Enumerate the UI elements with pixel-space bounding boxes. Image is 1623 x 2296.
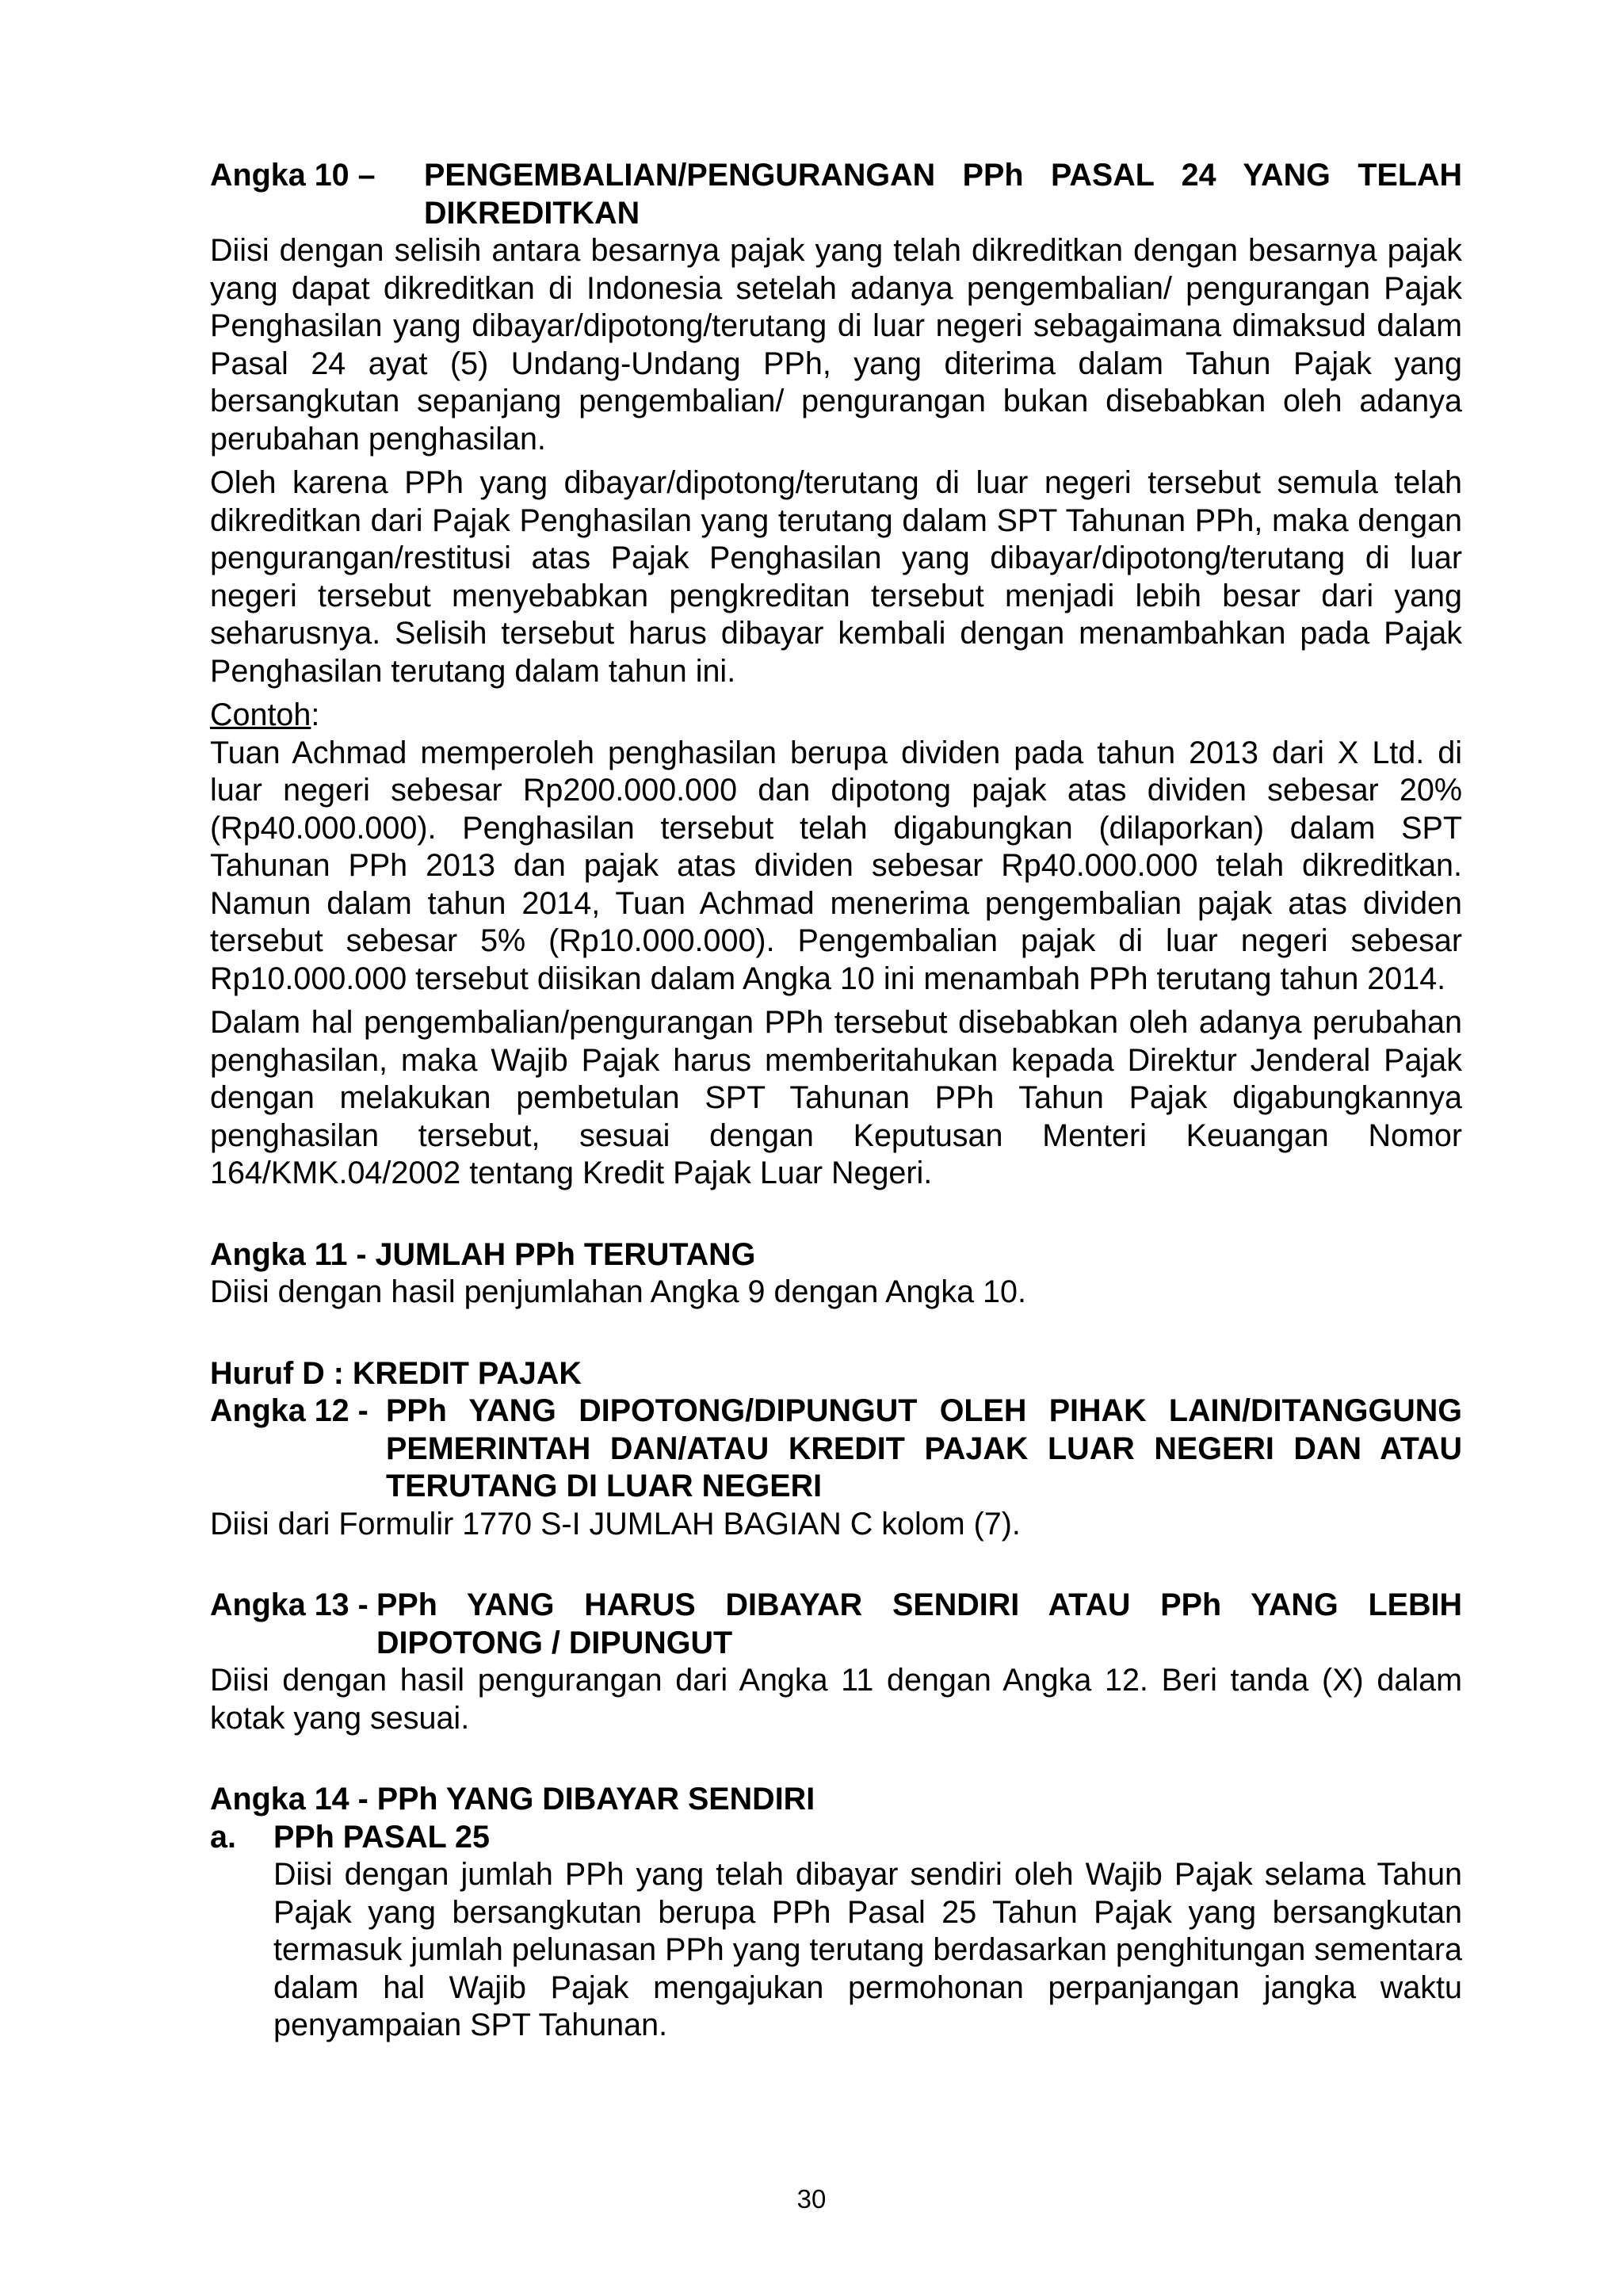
angka-14-subheading (210, 1819, 1462, 1857)
angka-10-paragraph-2: Oleh karena PPh yang dibayar/dipotong/terutang di luar negeri tersebut semula telah dikreditkan dari Pajak Penghasilan yang terutang dalam SPT Tahunan PPh, maka dengan pengurangan/restitusi atas Pajak Penghasilan yang dibayar/dipotong/terutang di luar negeri tersebut menyebabkan pengkreditan tersebut menjadi lebih besar dari yang seharusnya. Selisih tersebut harus dibayar kembali dengan menambahkan pada Pajak Penghasilan terutang dalam tahun ini. (210, 465, 1462, 689)
page-content (210, 157, 1462, 2045)
example-paragraph: Tuan Achmad memperoleh penghasilan berupa dividen pada tahun 2013 dari X Ltd. di luar negeri sebesar Rp200.000.000 dan dipotong pajak atas dividen sebesar 20% (Rp40.000.000). Penghasilan tersebut telah digabungkan (dilaporkan) dalam SPT Tahunan PPh 2013 dan pajak atas dividen sebesar Rp40.000.000 telah dikreditkan. Namun dalam tahun 2014, Tuan Achmad menerima pengembalian pajak atas dividen tersebut sebesar 5% (Rp10.000.000). Pengembalian pajak di luar negeri sebesar Rp10.000.000 tersebut diisikan dalam Angka 10 ini menambah PPh terutang tahun 2014. (210, 735, 1462, 996)
angka-12-title: PPh YANG DIPOTONG/DIPUNGUT OLEH PIHAK LAIN/DITANGGUNG PEMERINTAH DAN/ATAU KREDIT PAJAK LUAR NEGERI DAN ATAU TERUTANG DI LUAR NEGERI (386, 1393, 1462, 1503)
angka-10-paragraph-3: Dalam hal pengembalian/pengurangan PPh tersebut disebabkan oleh adanya perubahan penghasilan, maka Wajib Pajak harus memberitahukan kepada Direktur Jenderal Pajak dengan melakukan pembetulan SPT Tahunan PPh Tahun Pajak digabungkannya penghasilan tersebut, sesuai dengan Keputusan Menteri Keuangan Nomor 164/KMK.04/2002 tentang Kredit Pajak Luar Negeri. (210, 1005, 1462, 1190)
angka-12-heading (210, 1392, 1462, 1506)
example-label-line (210, 697, 1462, 735)
example-colon: : (311, 697, 320, 732)
page-number: 30 (796, 2184, 827, 2214)
angka-11-heading: Angka 11 - JUMLAH PPh TERUTANG (210, 1236, 756, 1272)
angka-14-sub-letter: a. (210, 1819, 236, 1855)
angka-14-sub-text: Diisi dengan jumlah PPh yang telah dibayar sendiri oleh Wajib Pajak selama Tahun Pajak yang bersangkutan berupa PPh Pasal 25 Tahun Pajak yang bersangkutan termasuk jumlah pelunasan PPh yang terutang berdasarkan penghitungan sementara dalam hal Wajib Pajak mengajukan permohonan perpanjangan jangka waktu penyampaian SPT Tahunan. (273, 1857, 1462, 2042)
angka-10-label: Angka 10 – (210, 158, 376, 193)
angka-10-paragraph-1: Diisi dengan selisih antara besarnya pajak yang telah dikreditkan dengan besarnya pajak yang dapat dikreditkan di Indonesia setelah adanya pengembalian/ pengurangan Pajak Penghasilan yang dibayar/dipotong/terutang di luar negeri sebagaimana dimaksud dalam Pasal 24 ayat (5) Undang-Undang PPh, yang diterima dalam Tahun Pajak yang bersangkutan sepanjang pengembalian/ pengurangan bukan disebabkan oleh adanya perubahan penghasilan. (210, 233, 1462, 457)
angka-12-text: Diisi dari Formulir 1770 S-I JUMLAH BAGIAN C kolom (7). (210, 1506, 1021, 1541)
angka-13-label: Angka 13 - (210, 1587, 369, 1622)
angka-10-heading (210, 157, 1462, 232)
angka-10-title: PENGEMBALIAN/PENGURANGAN PPh PASAL 24 YANG TELAH DIKREDITKAN (424, 158, 1462, 231)
angka-13-text: Diisi dengan hasil pengurangan dari Angka 11 dengan Angka 12. Beri tanda (X) dalam kotak yang sesuai. (210, 1663, 1462, 1736)
example-label: Contoh (210, 697, 311, 732)
angka-14-heading: Angka 14 - PPh YANG DIBAYAR SENDIRI (210, 1782, 815, 1817)
huruf-d-heading: Huruf D : KREDIT PAJAK (210, 1355, 582, 1391)
angka-14-sub-title: PPh PASAL 25 (273, 1819, 490, 1855)
angka-11-text: Diisi dengan hasil penjumlahan Angka 9 dengan Angka 10. (210, 1274, 1026, 1309)
angka-13-heading (210, 1587, 1462, 1662)
angka-12-label: Angka 12 - (210, 1393, 369, 1428)
angka-13-title: PPh YANG HARUS DIBAYAR SENDIRI ATAU PPh YANG LEBIH DIPOTONG / DIPUNGUT (376, 1587, 1462, 1660)
